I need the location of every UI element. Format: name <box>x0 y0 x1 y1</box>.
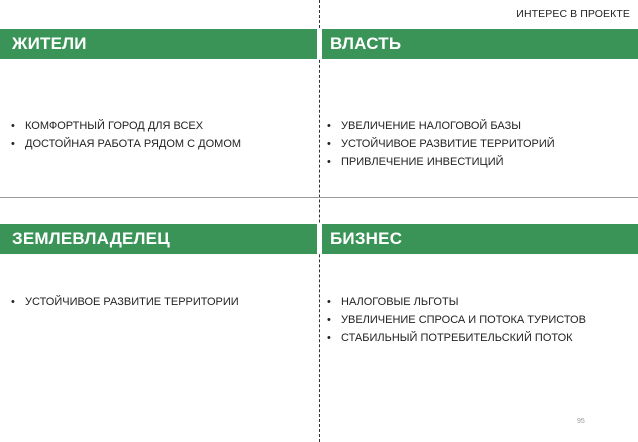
list-item: • СТАБИЛЬНЫЙ ПОТРЕБИТЕЛЬСКИЙ ПОТОК <box>325 329 586 347</box>
page-number: 95 <box>577 418 585 425</box>
middle-section-band <box>0 224 638 254</box>
section-title-government: ВЛАСТЬ <box>330 34 402 53</box>
list-item: • ПРИВЛЕЧЕНИЕ ИНВЕСТИЦИЙ <box>325 153 555 171</box>
section-title-residents: ЖИТЕЛИ <box>12 34 87 53</box>
slide-header-label: ИНТЕРЕС В ПРОЕКТЕ <box>516 8 630 20</box>
section-title-business: БИЗНЕС <box>330 229 403 248</box>
list-item: • УСТОЙЧИВОЕ РАЗВИТИЕ ТЕРРИТОРИИ <box>9 293 239 311</box>
list-item: • УВЕЛИЧЕНИЕ СПРОСА И ПОТОКА ТУРИСТОВ <box>325 311 586 329</box>
list-item: • УСТОЙЧИВОЕ РАЗВИТИЕ ТЕРРИТОРИЙ <box>325 135 555 153</box>
government-list <box>325 117 555 171</box>
top-section-band <box>0 29 638 59</box>
list-item: • КОМФОРТНЫЙ ГОРОД ДЛЯ ВСЕХ <box>9 117 241 135</box>
list-item: • УВЕЛИЧЕНИЕ НАЛОГОВОЙ БАЗЫ <box>325 117 555 135</box>
residents-list <box>9 117 241 153</box>
landowner-list <box>9 293 239 311</box>
center-dashed-divider <box>319 0 320 442</box>
separator-line <box>0 197 638 198</box>
band-gap <box>317 29 322 59</box>
section-title-landowner: ЗЕМЛЕВЛАДЕЛЕЦ <box>12 229 170 248</box>
business-list <box>325 293 586 347</box>
list-item: • ДОСТОЙНАЯ РАБОТА РЯДОМ С ДОМОМ <box>9 135 241 153</box>
band-gap <box>317 224 322 254</box>
list-item: • НАЛОГОВЫЕ ЛЬГОТЫ <box>325 293 586 311</box>
